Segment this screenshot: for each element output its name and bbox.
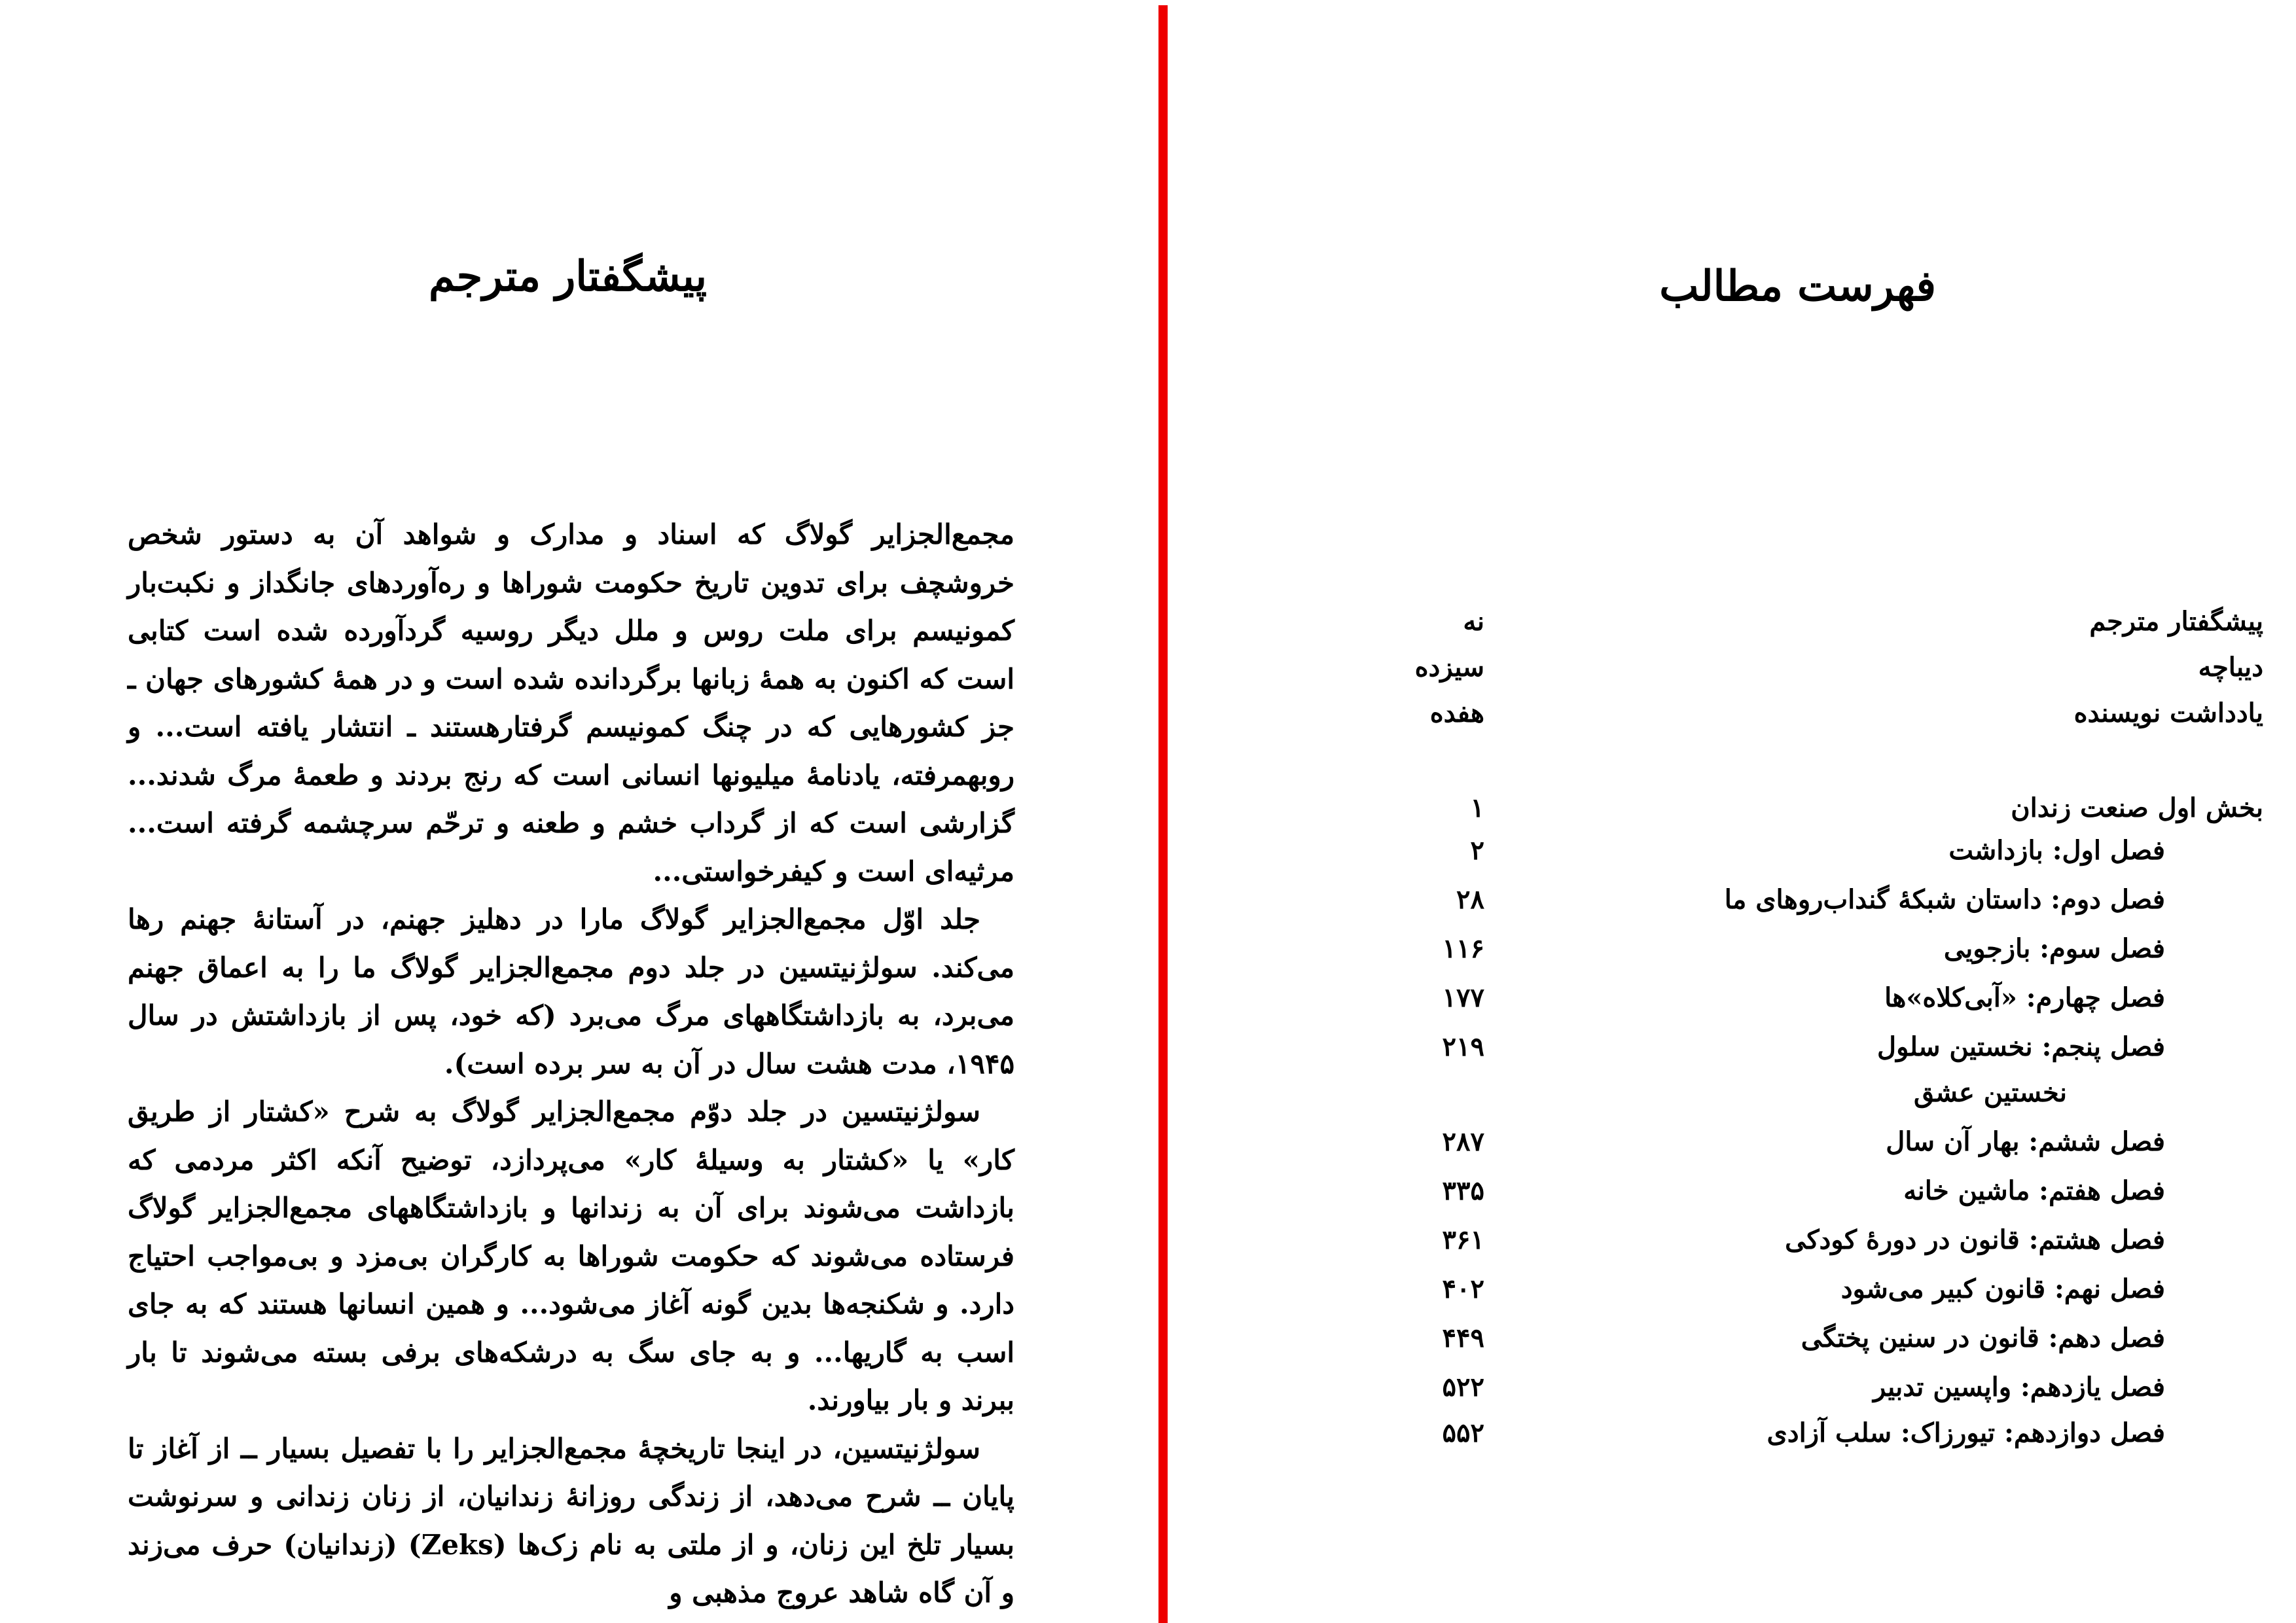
toc-entry-label: بخش اول صنعت زندان (2011, 793, 2263, 823)
toc-row (1172, 880, 2296, 919)
toc-page-number: ۲۱۹ (1442, 1031, 1484, 1062)
toc-row (1172, 929, 2296, 969)
toc-page-number: سیزده (1414, 652, 1484, 683)
toc-page-number: ۵۲۲ (1442, 1372, 1484, 1402)
toc-row (1172, 1122, 2296, 1162)
toc-entry-label: دیباچه (2198, 652, 2263, 683)
toc-entry-label: فصل سوم: بازجویی (1943, 933, 2165, 964)
toc-entry-label: نخستین عشق (1913, 1077, 2067, 1108)
toc-entry-label: فصل دوم: داستان شبکهٔ گنداب‌روهای ما (1724, 884, 2165, 915)
toc-page-number: ۳۶۱ (1442, 1224, 1484, 1255)
toc-entry-label: فصل یازدهم: واپسین تدبیر (1873, 1372, 2165, 1402)
toc-page-number: ۳۳۵ (1442, 1175, 1484, 1206)
toc-row (1172, 1368, 2296, 1407)
toc-page-number: ۴۰۲ (1442, 1274, 1484, 1304)
toc-row (1172, 1171, 2296, 1211)
toc-row (1172, 1221, 2296, 1260)
toc-page-number: ۵۵۲ (1442, 1418, 1484, 1448)
toc-entry-label: فصل نهم: قانون کبیر می‌شود (1840, 1274, 2165, 1304)
paragraph: سولژنیتسین، در اینجا تاریخچهٔ مجمع‌الجزایر را با تفصیل بسیار ــ از آغاز تا پایان ــ شرح می‌دهد، از زندگی روزانهٔ زندانیان، از زنان زندانی و سرنوشت بسیار تلخ این زنان، و از ملتی به نام زک‌ها (Zeks) (زندانیان) حرف می‌زند و آن گاه شاهد عروج مذهبی و (128, 1432, 1014, 1609)
toc-entry-label: یادداشت نویسنده (2073, 698, 2263, 728)
toc-row (1172, 694, 2296, 733)
toc-row (1172, 648, 2296, 687)
toc-page-number: ۴۴۹ (1442, 1323, 1484, 1353)
paragraph: جلد اوّل مجمع‌الجزایر گولاگ مارا در دهلیز جهنم، در آستانهٔ جهنم رها می‌کند. سولژنیتسین در جلد دوم مجمع‌الجزایر گولاگ ما را به اعماق جهنم می‌برد، به بازداشتگاههای مرگ می‌برد (که خود، پس از بازداشتش در سال ۱۹۴۵، مدت هشت سال در آن به سر برده است). (128, 903, 1014, 1080)
toc-row (1172, 1414, 2296, 1453)
toc-entry-label: فصل هفتم: ماشین خانه (1903, 1175, 2165, 1206)
toc-page-number: ۲۸ (1456, 884, 1484, 915)
toc-row (1172, 789, 2296, 828)
toc-entry-label: پیشگفتار مترجم (2089, 606, 2263, 637)
toc-entry-label: فصل دوازدهم: تیورزاک: سلب آزادی (1767, 1418, 2165, 1448)
paragraph: سولژنیتسین در جلد دوّم مجمع‌الجزایر گولاگ به شرح «کشتار از طریق کار» یا «کشتار به وسیلهٔ کار» می‌پردازد، توضیح آنکه اکثر مردمی که بازداشت می‌شوند برای آن به زندانها و بازداشتگاههای مجمع‌الجزایر گولاگ فرستاده می‌شوند که حکومت شوراها به کارگران بی‌مزد و بی‌مواجب احتیاج دارد. و شکنجه‌ها بدین گونه آغاز می‌شود... و همین انسانها هستند که به جای اسب به گاریها... و به جای سگ به درشکه‌های برفی بسته می‌شوند تا بار ببرند و بار بیاورند. (128, 1096, 1014, 1416)
preface-body (128, 510, 1014, 1617)
right-page (1172, 0, 2296, 1623)
toc-row (1172, 602, 2296, 641)
toc-row (1172, 1270, 2296, 1309)
toc-entry-label: فصل هشتم: قانون در دورهٔ کودکی (1785, 1224, 2165, 1255)
toc-entry-label: فصل چهارم: «آبی‌کلاه»ها (1884, 982, 2165, 1013)
toc-page-number: ۱ (1470, 793, 1484, 823)
toc-page-number: نه (1463, 606, 1484, 637)
page-divider (1158, 5, 1168, 1623)
toc-entry-label: فصل دهم: قانون در سنین پختگی (1801, 1323, 2165, 1353)
toc-row (1172, 1027, 2296, 1067)
page-title: پیشگفتار مترجم (429, 252, 707, 301)
toc-entry-label: فصل ششم: بهار آن سال (1886, 1126, 2165, 1157)
toc-row (1172, 1319, 2296, 1358)
toc-page-number: ۱۷۷ (1442, 982, 1484, 1013)
toc-row (1172, 978, 2296, 1018)
toc-row (1172, 1073, 2296, 1113)
toc-page-number: ۱۱۶ (1442, 933, 1484, 964)
toc-page-number: هفده (1429, 698, 1484, 728)
toc-page-number: ۲ (1470, 835, 1484, 866)
toc-row (1172, 831, 2296, 870)
toc-entry-label: فصل اول: بازداشت (1948, 835, 2165, 866)
toc-page-number: ۲۸۷ (1442, 1126, 1484, 1157)
toc-title: فهرست مطالب (1659, 262, 1936, 311)
toc-entry-label: فصل پنجم: نخستین سلول (1877, 1031, 2165, 1062)
paragraph: مجمع‌الجزایر گولاگ که اسناد و مدارک و شواهد آن به دستور شخص خروشچف برای تدوین تاریخ حکومت شوراها و ره‌آوردهای جانگداز و نکبت‌بار کمونیسم برای ملت روس و ملل دیگر روسیه گردآورده شده است کتابی است که اکنون به همهٔ زبانها برگردانده شده است و در همهٔ کشورهای جهان ـ جز کشورهایی که در چنگ کمونیسم گرفتارهستند ـ انتشار یافته است... و روبهمرفته، یادنامهٔ میلیونها انسانی است که رنج بردند و طعمهٔ مرگ شدند... گزارشی است که از گرداب خشم و طعنه و ترحّم سرچشمه گرفته است... مرثیه‌ای است و کیفرخواستی... (128, 518, 1014, 887)
